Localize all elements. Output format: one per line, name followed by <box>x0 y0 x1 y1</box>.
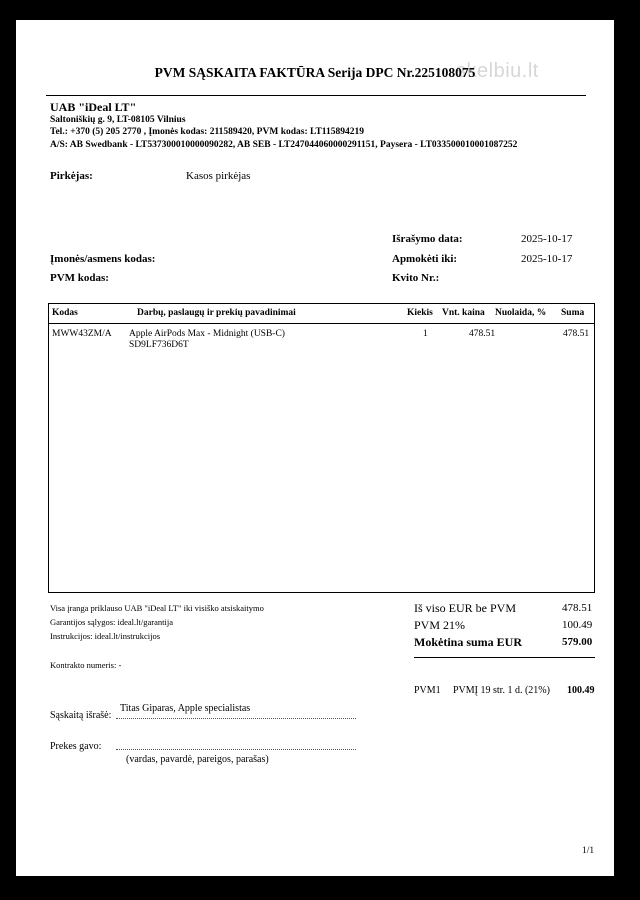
row-serial: SD9LF736D6T <box>129 340 189 350</box>
seller-contacts: Tel.: +370 (5) 205 2770 , Įmonės kodas: 211589420, PVM kodas: LT115894219 <box>50 127 365 137</box>
received-by-signature-line <box>116 749 356 750</box>
received-by-hint: (vardas, pavardė, pareigos, parašas) <box>126 754 269 765</box>
net-total-value: 478.51 <box>562 602 593 614</box>
row-qty: 1 <box>423 329 428 339</box>
seller-address: Saltoniškių g. 9, LT-08105 Vilnius <box>50 115 186 125</box>
items-table <box>48 303 595 593</box>
header-name: Darbų, paslaugų ir prekių pavadinimai <box>137 308 296 318</box>
net-total-label: Iš viso EUR be PVM <box>414 601 517 615</box>
amount-due-label: Mokėtina suma EUR <box>414 635 523 649</box>
amount-due-value: 579.00 <box>562 636 593 648</box>
vat-label: PVM 21% <box>414 618 466 632</box>
pay-until-date: 2025-10-17 <box>521 253 573 265</box>
header-discount: Nuolaida, % <box>495 308 547 318</box>
vat-breakdown-amount: 100.49 <box>567 685 595 696</box>
totals-divider <box>414 657 595 658</box>
page-number: 1/1 <box>582 846 595 856</box>
buyer-label: Pirkėjas: <box>50 170 93 182</box>
vat-breakdown-desc: PVMĮ 19 str. 1 d. (21%) <box>453 685 550 696</box>
header-code: Kodas <box>52 308 78 318</box>
instructions-note: Instrukcijos: ideal.lt/instrukcijos <box>50 631 161 641</box>
vat-breakdown-code: PVM1 <box>414 685 441 696</box>
invoice-title: PVM SĄSKAITA FAKTŪRA Serija DPC Nr.225108075 <box>154 65 476 80</box>
title-divider <box>46 95 586 96</box>
seller-name: UAB "iDeal LT" <box>50 100 137 114</box>
ownership-note: Visa įranga priklauso UAB "iDeal LT" iki visiško atsiskaitymo <box>50 603 264 613</box>
issued-by-label: Sąskaitą išrašė: <box>50 710 112 721</box>
row-sum: 478.51 <box>563 329 590 339</box>
vat-code-label: PVM kodas: <box>50 272 109 284</box>
seller-banks: A/S: AB Swedbank - LT537300010000090282, AB SEB - LT247044060000291151, Paysera - LT033500010001087252 <box>50 140 518 150</box>
header-divider <box>49 323 594 324</box>
warranty-terms: Garantijos sąlygos: ideal.lt/garantija <box>50 617 173 627</box>
watermark-logo: skelbiu.lt <box>456 60 539 82</box>
issued-by-signature-line <box>116 718 356 719</box>
header-qty: Kiekis <box>407 308 433 318</box>
row-code: MWW43ZM/A <box>52 329 112 339</box>
received-by-label: Prekes gavo: <box>50 741 102 752</box>
row-name: Apple AirPods Max - Midnight (USB-C) <box>129 329 285 339</box>
pay-until-label: Apmokėti iki: <box>392 253 458 265</box>
header-sum: Suma <box>561 308 585 318</box>
issue-date: 2025-10-17 <box>521 233 573 245</box>
issued-by-name: Titas Giparas, Apple specialistas <box>120 703 251 714</box>
receipt-number-label: Kvito Nr.: <box>392 272 440 284</box>
header-unit-price: Vnt. kaina <box>442 308 485 318</box>
vat-value: 100.49 <box>562 619 593 631</box>
company-code-label: Įmonės/asmens kodas: <box>50 253 156 265</box>
buyer-value: Kasos pirkėjas <box>186 170 251 182</box>
invoice-page <box>16 20 614 876</box>
contract-number: Kontrakto numeris: - <box>50 660 122 670</box>
issue-date-label: Išrašymo data: <box>392 233 463 245</box>
row-unit-price: 478.51 <box>469 329 496 339</box>
